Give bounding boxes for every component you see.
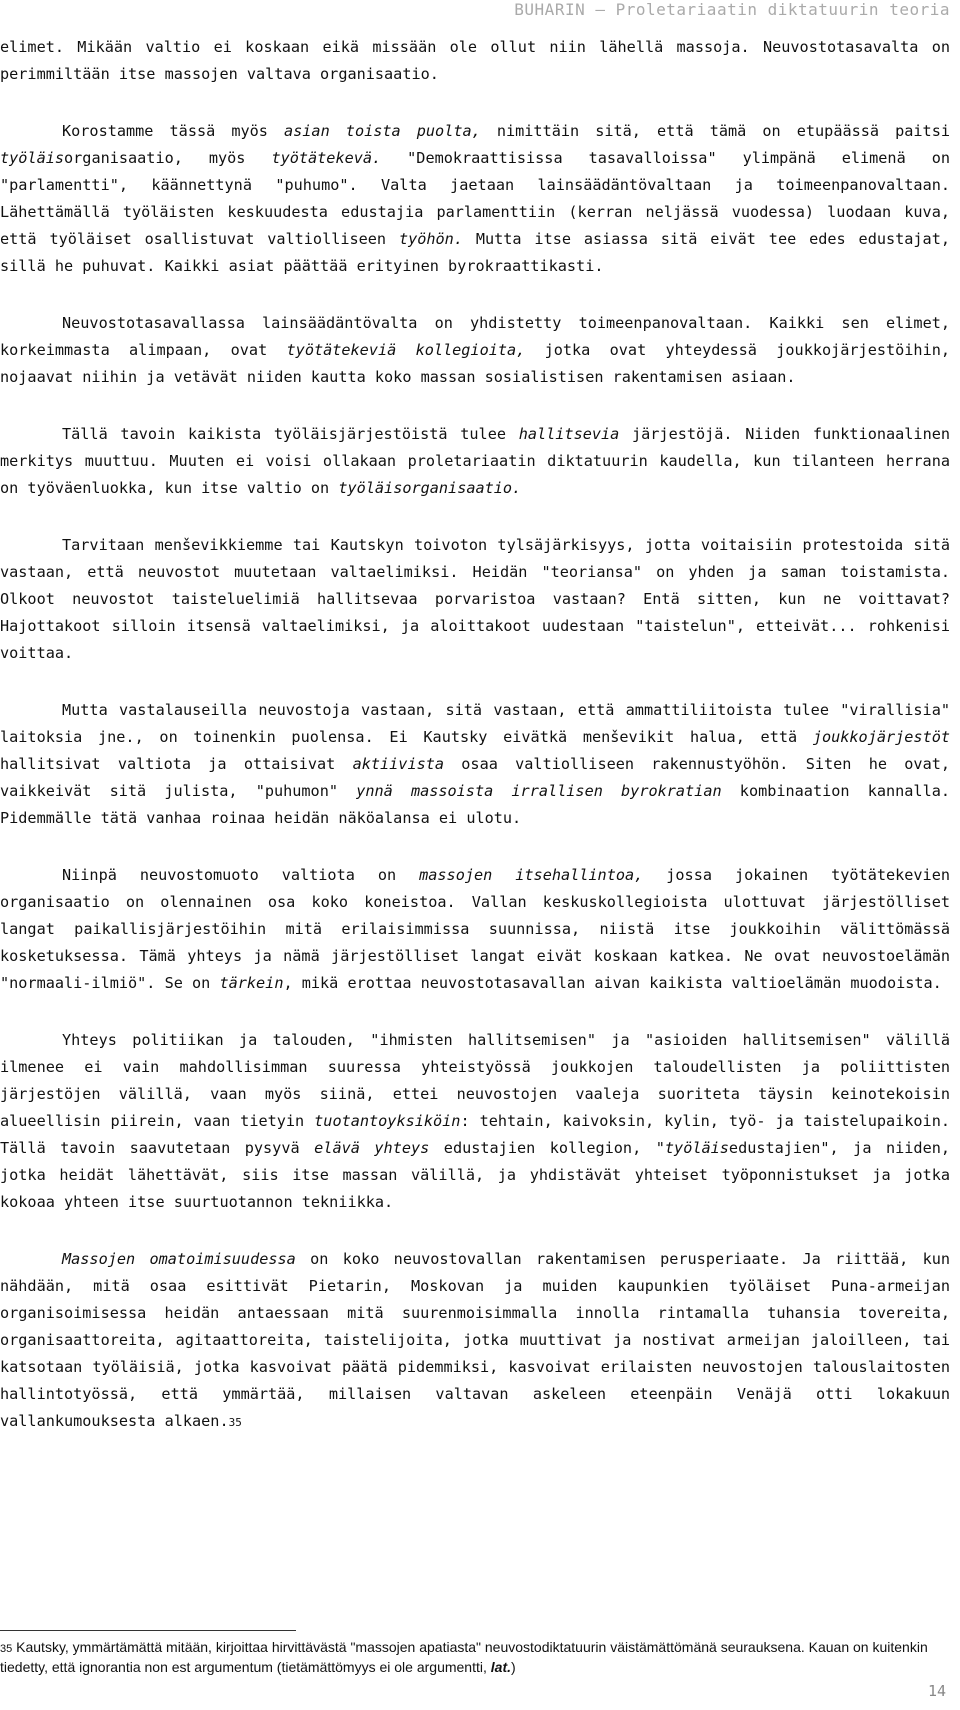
- emphasis-text: joukkojärjestöt: [812, 728, 950, 746]
- paragraph-text: Neuvostotasavallassa lainsäädäntövalta on yhdistetty toimeenpanovaltaan. Kaikki sen elimet, korkeimmasta alimpaan, ovat: [0, 314, 950, 359]
- paragraph: [0, 118, 950, 280]
- emphasis-text: työtätekevä.: [271, 149, 382, 167]
- paragraph-text: Tällä tavoin kaikista työläisjärjestöistä tulee: [62, 425, 519, 443]
- paragraph-text: Mutta itse asiassa sitä eivät tee edes edustajat, sillä he puhuvat. Kaikki asiat päättää erityinen byrokraattikasti.: [0, 230, 950, 275]
- footnote-ref: 35: [228, 1416, 242, 1429]
- emphasis-text: työläisorganisaatio.: [338, 479, 522, 497]
- emphasis-text: työtätekeviä kollegioita,: [286, 341, 526, 359]
- footnote: [0, 1638, 960, 1676]
- paragraph-text: organisaatio, myös: [64, 149, 272, 167]
- paragraph: [0, 1246, 950, 1436]
- paragraph: [0, 310, 950, 391]
- footnote-number: 35: [0, 1643, 13, 1655]
- paragraph-text: Niinpä neuvostomuoto valtiota on: [62, 866, 420, 884]
- emphasis-text: asian toista puolta,: [284, 122, 481, 140]
- paragraph-text: Yhteys politiikan ja talouden, "ihmisten hallitsemisen" ja "asioiden hallitsemisen" välillä ilmenee ei vain mahdollisimman suuressa yhteistyössä joukkojen taloudellisten ja poliittisten järjestöjen välillä, vaan myös siinä, ettei neuvostojen vaaleja suoriteta täysin keinotekoisin alueellisin piirein, vaan tietyin: [0, 1031, 950, 1130]
- footnote-text-italic: lat.: [490, 1659, 511, 1675]
- page-header: [0, 0, 960, 20]
- footnote-divider: [0, 1630, 296, 1631]
- paragraph: [0, 1027, 950, 1216]
- paragraph-text: Tarvitaan menševikkiemme tai Kautskyn toivoton tylsäjärkisyys, jotta voitaisiin protestoida sitä vastaan, että neuvostot muutetaan valtaelimiksi. Heidän "teoriansa" on yhden ja saman toistamista. Olkoot neuvostot taisteluelimiä hallitsevaa porvaristoa vastaan? Entä sitten, kun ne voittavat? Hajottakoot silloin itsensä valtaelimiksi, ja aloittakoot uudestaan "taistelun", etteivät... rohkenisi voittaa.: [0, 536, 950, 662]
- emphasis-text: työhön.: [398, 230, 463, 248]
- footnote-text: Kautsky, ymmärtämättä mitään, kirjoittaa hirvittävästä "massojen apatiasta" neuvostodiktatuurin väistämättömänä seurauksena. Kauan on kuitenkin tiedetty, että ignorantia non est argumentum (tietämättömyys ei ole argumentti,: [0, 1639, 928, 1675]
- emphasis-text: tuotantoyksiköin: [314, 1112, 461, 1130]
- paragraph-text: osaa valtiolliseen rakennustyöhön. Siten he ovat, vaikkeivät sitä julista, "puhumon": [0, 755, 951, 800]
- paragraph-text: nimittäin sitä, että tämä on etupäässä paitsi: [480, 122, 950, 140]
- paragraph-text: hallitsivat valtiota ja ottaisivat: [0, 755, 353, 773]
- paragraph: [0, 862, 950, 997]
- emphasis-text: aktiivista: [352, 755, 445, 773]
- page-number: 14: [927, 1682, 946, 1700]
- emphasis-text: hallitsevia: [518, 425, 620, 443]
- paragraph-text: kombinaation kannalla. Pidemmälle tätä vanhaa roinaa heidän näköalansa ei ulotu.: [0, 782, 951, 827]
- emphasis-text: työläis: [0, 149, 65, 167]
- paragraph: [0, 532, 950, 667]
- paragraph-text: , mikä erottaa neuvostotasavallan aivan kaikista valtioelämän muodoista.: [283, 974, 942, 992]
- paragraph-text: "Demokraattisissa tasavalloissa" ylimpänä elimenä on "parlamentti", käännettynä "puhumo". Valta jaetaan lainsäädäntövaltaan ja toimeenpanovaltaan. Lähettämällä työläisten keskuudesta edustajia parlamenttiin (kerran neljässä vuodessa) luodaan kuva, että työläiset osallistuvat valtiolliseen: [0, 149, 950, 248]
- emphasis-text: tärkein: [219, 974, 284, 992]
- emphasis-text: Massojen omatoimisuudessa: [62, 1250, 296, 1268]
- paragraph-text: järjestöjä. Niiden funktionaalinen merkitys muuttuu. Muuten ei voisi ollakaan proletariaatin diktatuurin kaudella, kun tilanteen herrana on työväenluokka, kun itse valtio on: [0, 425, 951, 497]
- paragraph: [0, 421, 950, 502]
- running-title: BUHARIN – Proletariaatin diktatuurin teoria: [514, 0, 950, 19]
- footnote-text-end: ): [511, 1659, 516, 1675]
- paragraph-text: edustajien kollegion, ": [429, 1139, 665, 1157]
- paragraph-text: Mutta vastalauseilla neuvostoja vastaan, sitä vastaan, että ammattiliitoista tulee "virallisia" laitoksia jne., on toinenkin puolensa. Ei Kautsky eivätkä menševikit halua, että: [0, 701, 950, 746]
- emphasis-text: elävä yhteys: [314, 1139, 430, 1157]
- emphasis-text: työläis: [664, 1139, 729, 1157]
- paragraph-text: jossa jokainen työtätekevien organisaatio on olennainen osa koko koneistoa. Vallan keskuskollegioista ulottuvat järjestölliset langat paikallisjärjestöihin mitä erilaisimmissa suunnissa, niistä itse joukkoihin välittömässä kosketuksessa. Tämä yhteys ja nämä järjestölliset langat eivät koskaan katkea. Ne ovat neuvostoelämän "normaali-ilmiö". Se on: [0, 866, 950, 992]
- paragraph-text: edustajien", ja niiden, jotka heidät lähettävät, siis itse massan välillä, ja yhdistävät yhteiset työponnistukset ja jotka kokoaa yhteen itse suurtuotannon tekniikka.: [0, 1139, 951, 1211]
- emphasis-text: ynnä massoista irrallisen byrokratian: [356, 782, 722, 800]
- paragraph-text: Korostamme tässä myös: [62, 122, 284, 140]
- paragraph-text: jotka ovat yhteydessä joukkojärjestöihin, nojaavat niihin ja vetävät niiden kautta koko massan sosialistisen rakentamisen asiaan.: [0, 341, 950, 386]
- document-body: [0, 34, 950, 1466]
- paragraph-text: : tehtain, kaivoksin, kylin, työ- ja taistelupaikoin. Tällä tavoin saavutetaan pysyvä: [0, 1112, 950, 1157]
- emphasis-text: massojen itsehallintoa,: [419, 866, 644, 884]
- paragraph: [0, 697, 950, 832]
- paragraph: [0, 34, 950, 88]
- paragraph-text: elimet. Mikään valtio ei koskaan eikä missään ole ollut niin lähellä massoja. Neuvostotasavalta on perimmiltään itse massojen valtava organisaatio.: [0, 38, 950, 83]
- paragraph-text: on koko neuvostovallan rakentamisen perusperiaate. Ja riittää, kun nähdään, mitä osaa esittivät Pietarin, Moskovan ja muiden kaupunkien työläiset Puna-armeijan organisoimisessa heidän antaessaan mitä suurenmoisimmalla innolla rintamalla tuhansia tovereita, organisaattoreita, agitaattoreita, taistelijoita, jotka muuttivat ja nostivat armeijan jaloilleen, tai katsotaan työläisiä, jotka kasvoivat päätä pidemmiksi, kasvoivat erilaisten neuvostojen talouslaitosten hallintotyössä, että ymmärtää, millaisen valtavan askeleen eteenpäin Venäjä otti lokakuun vallankumouksesta alkaen.: [0, 1250, 951, 1430]
